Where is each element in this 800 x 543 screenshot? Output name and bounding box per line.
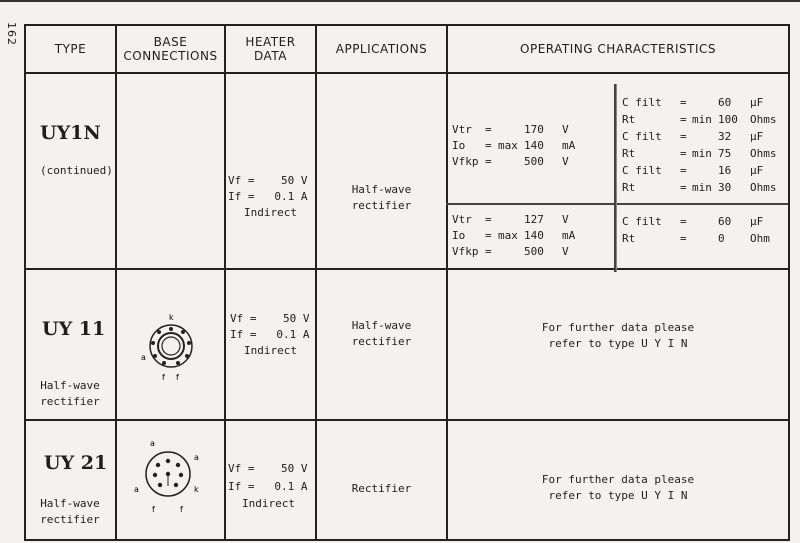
heater-vf: Vf = 50 V — [228, 462, 308, 475]
op-value-cell: max — [498, 139, 518, 152]
op-value-cell: Ohms — [750, 113, 777, 126]
op-value-cell: µF — [750, 96, 764, 109]
op-value-cell: Rt — [622, 113, 636, 126]
op-value-cell: = — [485, 213, 492, 226]
op-value-cell: = — [680, 164, 687, 177]
op-subdivider-vertical — [616, 84, 617, 272]
op-value-cell: µF — [750, 215, 764, 228]
op-value-cell: = — [485, 123, 492, 136]
op-value-cell: = — [680, 130, 687, 143]
op-value-cell: µF — [750, 164, 764, 177]
op-value-cell: Rt — [622, 232, 636, 245]
op-value-cell: Vtr — [452, 123, 472, 136]
further-data-note: For further data please refer to type U Y I N — [541, 321, 695, 350]
header-heater-data: HEATER DATA — [245, 35, 296, 63]
type-subtitle: Half-wave rectifier — [40, 379, 100, 408]
op-value-cell: = — [680, 232, 687, 245]
pin-label: a — [150, 439, 155, 448]
op-value-cell: mA — [562, 229, 576, 242]
op-value-cell: 16 — [718, 164, 732, 177]
header-operating-characteristics: OPERATING CHARACTERISTICS — [520, 42, 716, 56]
op-value-cell: V — [562, 245, 569, 258]
further-data-note: For further data please refer to type U Y I N — [541, 473, 695, 502]
application: Half-wave rectifier — [351, 319, 412, 348]
col-divider — [224, 26, 226, 539]
type-subtitle: (continued) — [40, 164, 113, 177]
op-subdivider — [446, 203, 788, 205]
op-value-cell: 500 — [524, 155, 544, 168]
op-value-cell: 127 — [524, 213, 544, 226]
op-value-cell: µF — [750, 130, 764, 143]
tube-data-table — [24, 24, 790, 541]
application: Half-wave rectifier — [351, 183, 412, 212]
base-diagram-uy21 — [124, 436, 214, 516]
header-type: TYPE — [54, 42, 87, 56]
heater-type: Indirect — [244, 206, 297, 219]
op-value-cell: 0 — [718, 232, 725, 245]
header-base-connections: BASE CONNECTIONS — [123, 35, 218, 63]
op-value-cell: max — [498, 229, 518, 242]
op-value-cell: Io — [452, 139, 466, 152]
op-value-cell: Ohms — [750, 181, 777, 194]
op-value-cell: Rt — [622, 181, 636, 194]
op-value-cell: = — [485, 139, 492, 152]
heater-if: If = 0.1 A — [230, 328, 310, 341]
op-value-cell: Ohms — [750, 147, 777, 160]
op-value-cell: = — [485, 155, 492, 168]
pin-label: f — [176, 373, 179, 382]
heater-if: If = 0.1 A — [228, 480, 308, 493]
row-divider — [26, 268, 788, 270]
application: Rectifier — [351, 482, 412, 495]
op-value-cell: mA — [562, 139, 576, 152]
base-diagram-uy11 — [131, 308, 211, 388]
op-value-cell: = — [485, 229, 492, 242]
op-value-cell: C filt — [622, 96, 662, 109]
op-value-cell: min — [692, 147, 712, 160]
pin-label: a — [134, 485, 139, 494]
op-value-cell: = — [680, 113, 687, 126]
op-value-cell: 30 — [718, 181, 732, 194]
op-value-cell: 60 — [718, 215, 732, 228]
op-value-cell: 140 — [524, 139, 544, 152]
header-divider — [26, 72, 788, 74]
op-value-cell: Io — [452, 229, 466, 242]
heater-type: Indirect — [244, 344, 297, 357]
op-value-cell: Rt — [622, 147, 636, 160]
top-edge-line — [0, 0, 800, 2]
pin-label: f — [162, 373, 165, 382]
op-value-cell: = — [680, 181, 687, 194]
col-divider — [315, 26, 317, 539]
op-value-cell: C filt — [622, 215, 662, 228]
op-value-cell: = — [680, 147, 687, 160]
col-divider — [446, 26, 448, 539]
op-value-cell: = — [680, 215, 687, 228]
type-uy11: UY 11 — [42, 318, 106, 340]
pin-label: a — [141, 353, 146, 362]
op-value-cell: 75 — [718, 147, 732, 160]
heater-vf: Vf = 50 V — [230, 312, 310, 325]
op-value-cell: 100 — [718, 113, 738, 126]
op-value-cell: V — [562, 213, 569, 226]
op-value-cell: V — [562, 123, 569, 136]
heater-if: If = 0.1 A — [228, 190, 308, 203]
op-value-cell: 500 — [524, 245, 544, 258]
type-uy1n: UY1N — [40, 122, 101, 144]
op-value-cell: = — [680, 96, 687, 109]
op-value-cell: Vtr — [452, 213, 472, 226]
heater-type: Indirect — [242, 497, 295, 510]
op-value-cell: V — [562, 155, 569, 168]
op-value-cell: 32 — [718, 130, 732, 143]
op-value-cell: Ohm — [750, 232, 770, 245]
op-value-cell: = — [485, 245, 492, 258]
op-value-cell: C filt — [622, 130, 662, 143]
col-divider — [115, 26, 117, 539]
pin-label: f — [180, 505, 183, 514]
op-value-cell: 60 — [718, 96, 732, 109]
header-applications: APPLICATIONS — [335, 42, 428, 56]
op-value-cell: Vfkp — [452, 155, 479, 168]
op-value-cell: C filt — [622, 164, 662, 177]
pin-label: f — [152, 505, 155, 514]
heater-vf: Vf = 50 V — [228, 174, 308, 187]
type-uy21: UY 21 — [44, 452, 108, 474]
row-divider — [26, 419, 788, 421]
op-value-cell: min — [692, 113, 712, 126]
op-value-cell: min — [692, 181, 712, 194]
op-value-cell: Vfkp — [452, 245, 479, 258]
op-value-cell: 170 — [524, 123, 544, 136]
op-value-cell: 140 — [524, 229, 544, 242]
page-number: 162 — [5, 22, 18, 46]
pin-label: a — [194, 453, 199, 462]
pin-label: k — [194, 485, 199, 494]
type-subtitle: Half-wave rectifier — [40, 497, 100, 526]
pin-label: k — [169, 313, 174, 322]
